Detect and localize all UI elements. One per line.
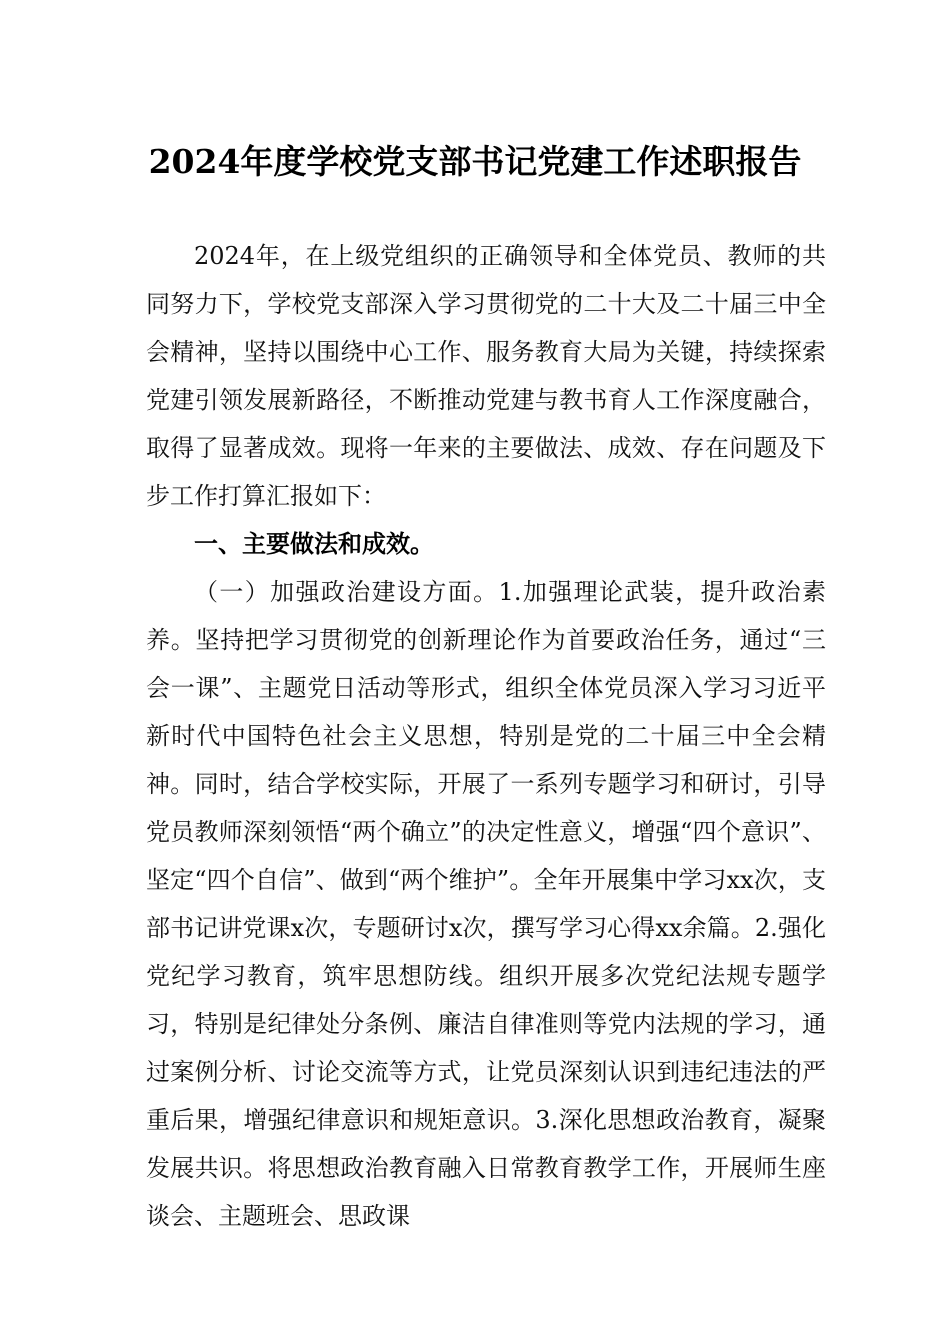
section-paragraph: （一）加强政治建设方面。1.加强理论武装，提升政治素养。坚持把学习贯彻党的创新理论作为首要政治任务，通过“三会一课”、主题党日活动等形式，组织全体党员深入学习习近平新时代中国特色社会主义思想，特别是党的二十届三中全会精神。同时，结合学校实际，开展了一系列专题学习和研讨，引导党员教师深刻领悟“两个确立”的决定性意义，增强“四个意识”、坚定“四个自信”、做到“两个维护”。全年开展集中学习xx次，支部书记讲党课x次，专题研讨x次，撰写学习心得xx余篇。2.强化党纪学习教育，筑牢思想防线。组织开展多次党纪法规专题学习，特别是纪律处分条例、廉洁自律准则等党内法规的学习，通过案例分析、讨论交流等方式，让党员深刻认识到违纪违法的严重后果，增强纪律意识和规矩意识。3.深化思想政治教育，凝聚发展共识。将思想政治教育融入日常教育教学工作，开展师生座谈会、主题班会、思政课 <box>146 578 826 1230</box>
intro-paragraph: 2024年，在上级党组织的正确领导和全体党员、教师的共同努力下，学校党支部深入学习贯彻党的二十大及二十届三中全会精神，坚持以围绕中心工作、服务教育大局为关键，持续探索党建引领发展新路径，不断推动党建与教书育人工作深度融合，取得了显著成效。现将一年来的主要做法、成效、存在问题及下步工作打算汇报如下： <box>146 242 826 510</box>
document-body <box>146 232 826 1240</box>
section-heading: 一、主要做法和成效。 <box>194 530 434 558</box>
document-title: 2024年度学校党支部书记党建工作述职报告 <box>148 142 802 181</box>
